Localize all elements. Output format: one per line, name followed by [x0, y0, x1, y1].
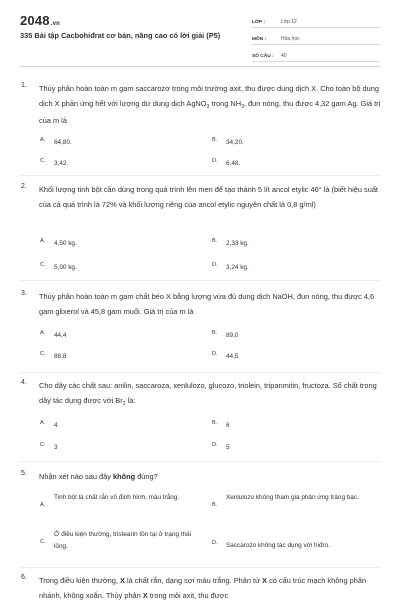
option-a[interactable]: A. Tinh bột là chất rắn vô định hình, màu trắng.: [40, 494, 180, 508]
option-d[interactable]: D. 5: [212, 442, 230, 451]
option-b[interactable]: B. 89,0: [212, 330, 239, 339]
meta-row-subject: [252, 31, 380, 45]
question-text: Cho dãy các chất sau: anilin, saccaroza, xenlulozo, glucozo, triolein, tripanmitin, fructoza. Số chất trong dãy tác dụng được với $Br_2$ là:: [39, 381, 377, 407]
site-logo[interactable]: [20, 13, 60, 28]
question-separator: [20, 372, 380, 373]
question-number: 1.: [21, 82, 27, 89]
question-text: Thủy phân hoàn toàn m gam chất béo X bằng lượng vừa đủ dung dịch NaOH, đun nóng, thu được 4,6 gam glixerol và 45,8 gam muối. Giá trị của m là: [39, 292, 375, 316]
option-a[interactable]: A. 4: [40, 420, 58, 429]
logo-suffix: .vn: [50, 21, 61, 27]
header-divider: [20, 66, 380, 67]
option-a[interactable]: A. 4,50 kg.: [40, 238, 77, 247]
meta-value: Hóa học: [281, 36, 300, 42]
option-a[interactable]: A. 44,4: [40, 330, 67, 339]
question-number: 2.: [21, 183, 27, 190]
question-separator: [20, 461, 380, 462]
meta-label: LỚP :: [252, 20, 266, 25]
logo-text: 2048: [20, 13, 50, 28]
option-d[interactable]: D. 6,48.: [212, 158, 241, 167]
question-number: 6.: [21, 574, 27, 581]
meta-value: Lớp 12: [281, 19, 297, 25]
document-title: 335 Bài tập Cacbohiđrat cơ bản, nâng cao có lời giải (P5): [20, 31, 221, 40]
question-separator: [20, 567, 380, 568]
option-d[interactable]: D. 44,5: [212, 351, 239, 360]
meta-label: MÔN :: [252, 37, 267, 42]
meta-value: 40: [281, 53, 287, 59]
question-number: 5.: [21, 470, 27, 477]
meta-row-count: [252, 48, 380, 62]
document-header: [0, 0, 400, 66]
question-number: 4.: [21, 379, 27, 386]
option-a[interactable]: A. 64,80.: [40, 137, 72, 146]
question-text: Thủy phân hoàn toàn m gam saccarozơ trong môi trường axit, thu được dung dịch X. Cho toàn bộ dung dịch X phản ứng hết với lượng dư dung dịch AgNO$_3$ trong $NH_3$, đun nóng, thu được 4,32 gam Ag. Giá trị của m là: [39, 84, 381, 125]
option-c[interactable]: C. Ở điều kiện thường, tristearin tồn tại ở trạng thái lỏng.: [40, 531, 192, 550]
option-b[interactable]: B. 2,33 kg.: [212, 238, 249, 247]
option-c[interactable]: C. 3,42.: [40, 158, 69, 167]
meta-row-class: [252, 14, 380, 28]
question-number: 3.: [21, 290, 27, 297]
meta-table: [252, 14, 380, 62]
option-b[interactable]: B. Xenlulozo không tham gia phản ứng tráng bạc.: [212, 494, 359, 508]
question-text: Nhận xét nào sau đây không đúng?: [39, 472, 158, 481]
option-d[interactable]: D. Saccarozo không tác dụng với hiđro.: [212, 540, 331, 549]
question-text: Trong điều kiện thường, X là chất rắn, dạng sợi màu trắng. Phân tử X có cấu trúc mạch không phân nhánh, không xoắn. Thủy phân X trong môi axit, thu được: [39, 576, 367, 600]
option-b[interactable]: B. 34,20.: [212, 137, 244, 146]
question-separator: [20, 175, 380, 176]
option-c[interactable]: C. 3: [40, 442, 58, 451]
meta-label: SỐ CÂU :: [252, 54, 274, 59]
option-b[interactable]: B. 6: [212, 420, 230, 429]
question-text: Khối lượng tinh bột cần dùng trong quá trình lên men để tạo thành 5 lít ancol etylic 46° là (biết hiệu suất của cả quá trình là 72% và khối lượng riêng của ancol etylic nguyên chất là 0,8 g/ml): [39, 185, 378, 209]
option-c[interactable]: C. 5,00 kg.: [40, 262, 77, 271]
option-c[interactable]: C. 88,8: [40, 351, 67, 360]
option-d[interactable]: D. 3,24 kg.: [212, 262, 249, 271]
question-separator: [20, 280, 380, 281]
